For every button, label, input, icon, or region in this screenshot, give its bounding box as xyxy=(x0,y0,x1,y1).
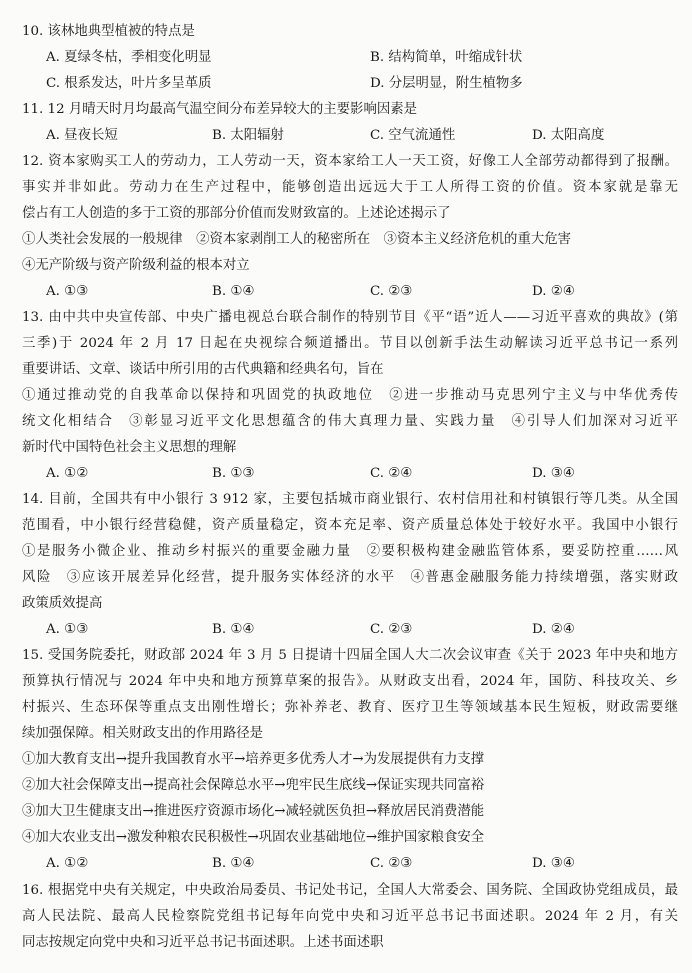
question-13-option-a: A. ①② xyxy=(46,466,89,481)
question-15-options xyxy=(46,853,678,875)
question-11-option-a: A. 昼夜长短 xyxy=(46,128,118,143)
question-14-choice-line-1: ①是服务小微企业、推动乡村振兴的重要金融力量 ②要积极构建金融监管体系，要妥防控重……风 xyxy=(22,544,678,559)
question-12-option-a: A. ①③ xyxy=(46,284,89,299)
question-15-line-1: 15. 受国务院委托，财政部 2024 年 3 月 5 日提请十四届全国人大二次会议审查《关于 2023 年中央和地方 xyxy=(22,648,678,663)
question-13-choice-line-3: 新时代中国特色社会主义思想的理解 xyxy=(22,440,237,455)
question-14-choice-line-2: 风险 ③应该开展差异化经营，提升服务实体经济的水平 ④普惠金融服务能力持续增强，落实财政 xyxy=(22,570,678,585)
question-12-choice-line-2: ④无产阶级与资产阶级利益的根本对立 xyxy=(22,258,250,273)
question-13-option-d: D. ③④ xyxy=(532,466,575,481)
question-12-option-c: C. ②③ xyxy=(370,284,413,299)
question-15-choice-4: ④加大农业支出→激发种粮农民积极性→巩固农业基础地位→维护国家粮食安全 xyxy=(22,830,485,845)
question-14-option-c: C. ②③ xyxy=(370,622,413,637)
question-12-options xyxy=(46,281,678,303)
question-16-line-3: 同志按规定向党中央和习近平总书记书面述职。上述书面述职 xyxy=(22,935,384,950)
question-14-options xyxy=(46,619,678,641)
question-10-option-d: D. 分层明显，附生植物多 xyxy=(370,76,523,91)
question-16-line-2: 高人民法院、最高人民检察院党组书记每年向党中央和习近平总书记书面述职。2024 年 2 月，有关 xyxy=(22,909,678,924)
question-15-option-c: C. ②③ xyxy=(370,856,413,871)
question-14-option-a: A. ①③ xyxy=(46,622,89,637)
question-10-options-row-2 xyxy=(46,73,678,95)
question-13-option-c: C. ②④ xyxy=(370,466,413,481)
question-13-line-3: 重要讲话、文章、谈话中所引用的古代典籍和经典名句，旨在 xyxy=(22,362,384,377)
question-12-choice-line-1: ①人类社会发展的一般规律 ②资本家剥削工人的秘密所在 ③资本主义经济危机的重大危害 xyxy=(22,232,572,247)
question-13-choice-line-1: ①通过推动党的自我革命以保持和巩固党的执政地位 ②进一步推动马克思列宁主义与中华优秀传 xyxy=(22,388,678,403)
question-10-option-a: A. 夏绿冬枯，季相变化明显 xyxy=(46,50,212,65)
question-14-option-b: B. ①④ xyxy=(212,622,255,637)
question-11-options xyxy=(46,125,678,147)
question-12-line-1: 12. 资本家购买工人的劳动力，工人劳动一天，资本家给工人一天工资，好像工人全部劳动都得到了报酬。 xyxy=(22,154,678,169)
question-10-stem: 10. 该林地典型植被的特点是 xyxy=(22,24,195,39)
question-10-option-c: C. 根系发达，叶片多呈革质 xyxy=(46,76,212,91)
question-14-option-d: D. ②④ xyxy=(532,622,575,637)
question-14-line-2: 范围看，中小银行经营稳健，资产质量稳定，资本充足率、资产质量总体处于较好水平。我国中小银行 xyxy=(22,518,678,533)
question-13-choice-line-2: 统文化相结合 ③彰显习近平文化思想蕴含的伟大真理力量、实践力量 ④引导人们加深对习近平 xyxy=(22,414,678,429)
question-12-line-2: 事实并非如此。劳动力在生产过程中，能够创造出远远大于工人所得工资的价值。资本家就是靠无 xyxy=(22,180,678,195)
question-13-option-b: B. ①③ xyxy=(212,466,255,481)
question-15-option-a: A. ①② xyxy=(46,856,89,871)
question-13-line-2: 三季)于 2024 年 2 月 17 日起在央视综合频道播出。节目以创新手法生动解读习近平总书记一系列 xyxy=(22,336,678,351)
question-11-option-c: C. 空气流通性 xyxy=(370,128,456,143)
question-14-choice-line-3: 政策质效提高 xyxy=(22,596,103,611)
question-15-option-b: B. ①④ xyxy=(212,856,255,871)
question-11-option-b: B. 太阳辐射 xyxy=(212,128,284,143)
question-10-options-row-1 xyxy=(46,47,678,69)
question-15-choice-1: ①加大教育支出→提升我国教育水平→培养更多优秀人才→为发展提供有力支撑 xyxy=(22,752,485,767)
question-13-options xyxy=(46,463,678,485)
question-12-option-d: D. ②④ xyxy=(532,284,575,299)
question-15-line-2: 预算执行情况与 2024 年中央和地方预算草案的报告》。从财政支出看，2024 年，国防、科技攻关、乡 xyxy=(22,674,678,689)
question-15-choice-3: ③加大卫生健康支出→推进医疗资源市场化→减轻就医负担→释放居民消费潜能 xyxy=(22,804,485,819)
question-11-option-d: D. 太阳高度 xyxy=(532,128,605,143)
question-12-option-b: B. ①④ xyxy=(212,284,255,299)
question-15-option-d: D. ③④ xyxy=(532,856,575,871)
question-16-line-1: 16. 根据党中央有关规定，中央政治局委员、书记处书记，全国人大常委会、国务院、全国政协党组成员，最 xyxy=(22,883,678,898)
question-12-line-3: 偿占有工人创造的多于工资的那部分价值而发财致富的。上述论述揭示了 xyxy=(22,206,451,221)
question-15-line-4: 续加强保障。相关财政支出的作用路径是 xyxy=(22,726,264,741)
question-10-option-b: B. 结构简单，叶缩成针状 xyxy=(370,50,523,65)
question-15-choice-2: ②加大社会保障支出→提高社会保障总水平→兜牢民生底线→保证实现共同富裕 xyxy=(22,778,485,793)
question-13-line-1: 13. 由中共中央宣传部、中央广播电视总台联合制作的特别节目《平“语”近人——习近平喜欢的典故》(第 xyxy=(22,310,678,325)
question-11-stem: 11. 12 月晴天时月均最高气温空间分布差异较大的主要影响因素是 xyxy=(22,102,418,117)
question-14-line-1: 14. 目前，全国共有中小银行 3 912 家，主要包括城市商业银行、农村信用社和村镇银行等几类。从全国 xyxy=(22,492,678,507)
question-15-line-3: 村振兴、生态环保等重点支出刚性增长；弥补养老、教育、医疗卫生等领域基本民生短板，财政需要继 xyxy=(22,700,678,715)
